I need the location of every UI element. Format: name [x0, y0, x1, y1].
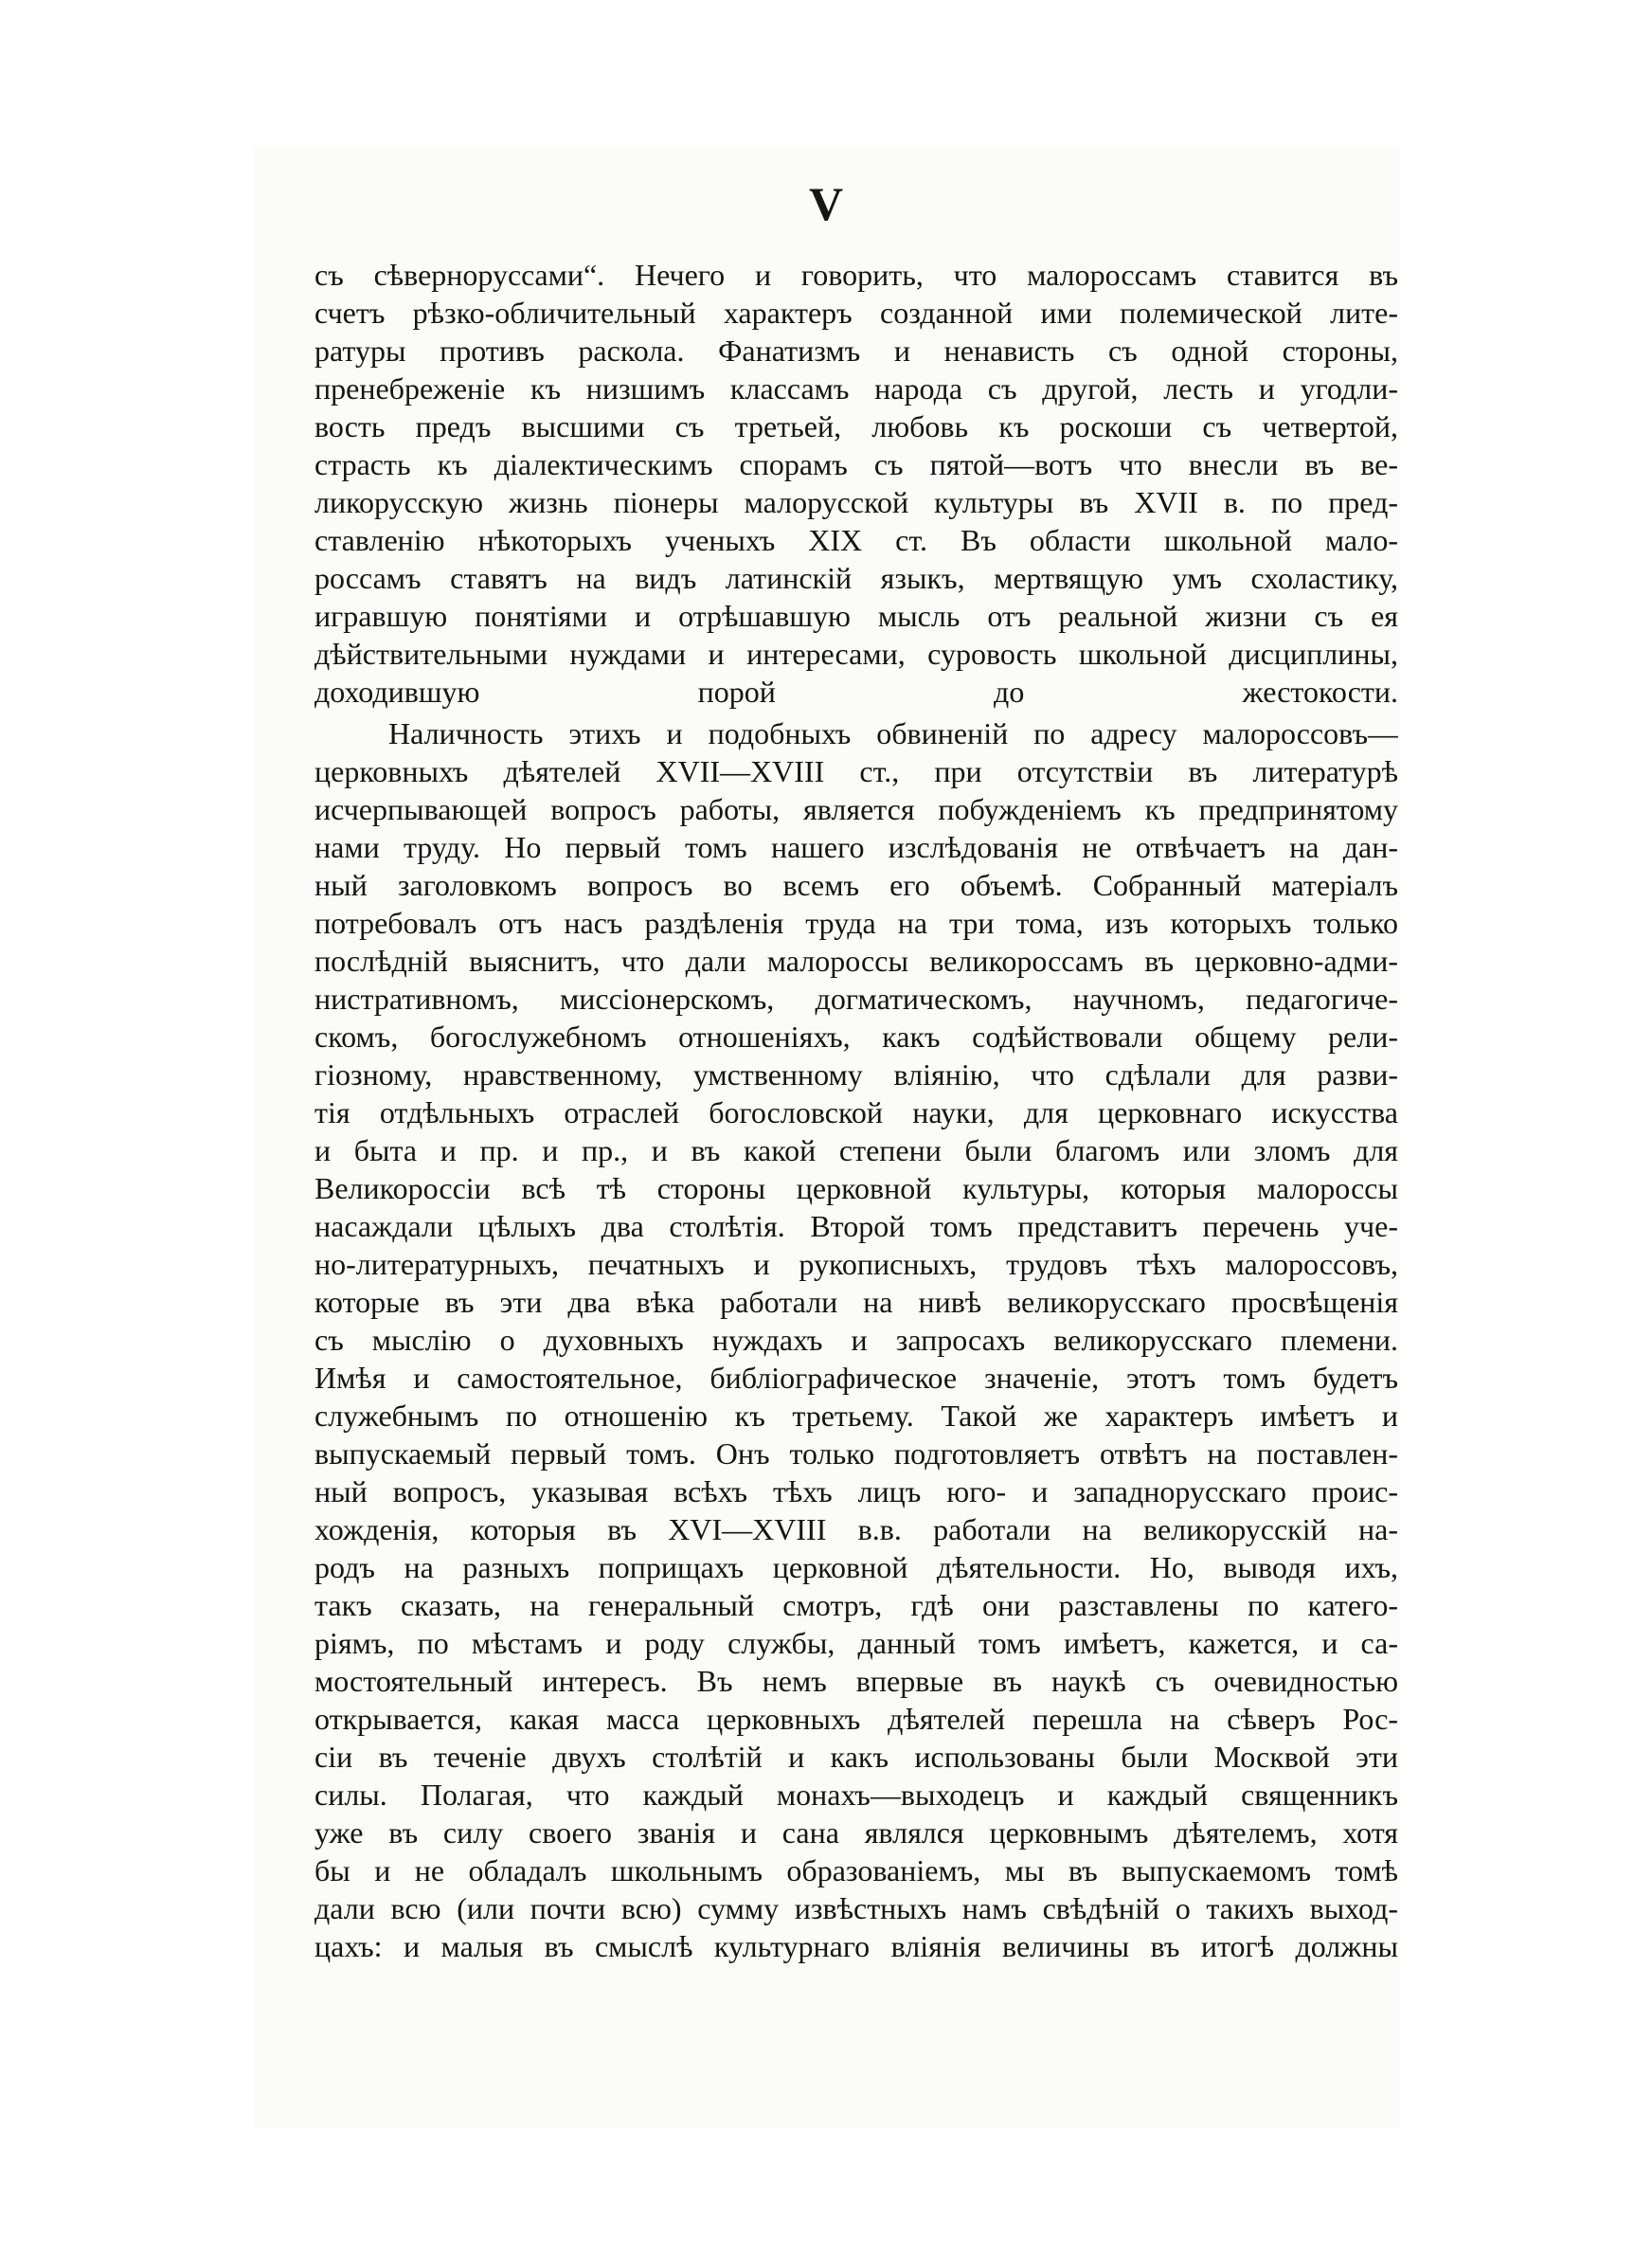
text-line: уже въ силу своего званія и сана являлся церковнымъ дѣятелемъ, хотя	[314, 1815, 1398, 1850]
text-line: съ мыслію о духовныхъ нуждахъ и запросахъ великорусскаго племени.	[314, 1323, 1398, 1357]
text-line: церковныхъ дѣятелей XVII—XVIII ст., при отсутствіи въ литературѣ	[314, 754, 1398, 788]
paragraph	[314, 714, 1398, 1965]
text-line: мостоятельный интересъ. Въ немъ впервые въ наукѣ съ очевидностью	[314, 1664, 1398, 1698]
text-line: выпускаемый первый томъ. Онъ только подготовляетъ отвѣтъ на поставлен-	[314, 1436, 1398, 1471]
text-line: хожденія, которыя въ XVI—XVIII в.в. работали на великорусскій на-	[314, 1512, 1398, 1546]
text-line: которые въ эти два вѣка работали на нивѣ великорусскаго просвѣщенія	[314, 1285, 1398, 1319]
text-line: послѣдній выяснитъ, что дали малороссы великороссамъ въ церковно-адми-	[314, 944, 1398, 978]
text-line: нистративномъ, миссіонерскомъ, догматическомъ, научномъ, педагогиче-	[314, 982, 1398, 1016]
text-line: ставленію нѣкоторыхъ ученыхъ XIX ст. Въ области школьной мало-	[314, 523, 1398, 557]
text-line: игравшую понятіями и отрѣшавшую мысль отъ реальной жизни съ ея	[314, 599, 1398, 633]
text-line: Наличность этихъ и подобныхъ обвиненій по адресу малороссовъ—	[388, 716, 1398, 750]
text-line: исчерпывающей вопросъ работы, является побужденіемъ къ предпринятому	[314, 792, 1398, 826]
text-line: россамъ ставятъ на видъ латинскій языкъ, мертвящую умъ схоластику,	[314, 561, 1398, 595]
text-line: дѣйствительными нуждами и интересами, суровость школьной дисциплины,	[314, 637, 1398, 671]
text-line: потребовалъ отъ насъ раздѣленія труда на три тома, изъ которыхъ только	[314, 906, 1398, 940]
text-line: цахъ: и малыя въ смыслѣ культурнаго вліянія величины въ итогѣ должны	[314, 1929, 1398, 1963]
text-line: счетъ рѣзко-обличительный характеръ созданной ими полемической лите-	[314, 296, 1398, 330]
text-line: ликорусскую жизнь піонеры малорусской культуры въ XVII в. по пред-	[314, 485, 1398, 519]
text-line: пренебреженіе къ низшимъ классамъ народа съ другой, лесть и угодли-	[314, 371, 1398, 406]
text-line: и быта и пр. и пр., и въ какой степени были благомъ или зломъ для	[314, 1133, 1398, 1167]
text-line: ный заголовкомъ вопросъ во всемъ его объемѣ. Собранный матеріалъ	[314, 868, 1398, 902]
text-line: гіозному, нравственному, умственному вліянію, что сдѣлали для разви-	[314, 1057, 1398, 1092]
text-line: нами труду. Но первый томъ нашего изслѣдованія не отвѣчаетъ на дан-	[314, 830, 1398, 864]
text-line: ратуры противъ раскола. Фанатизмъ и ненависть съ одной стороны,	[314, 334, 1398, 368]
text-line: сіи въ теченіе двухъ столѣтій и какъ использованы были Москвой эти	[314, 1740, 1398, 1774]
text-line: Великороссіи всѣ тѣ стороны церковной культуры, которыя малороссы	[314, 1171, 1398, 1205]
text-line: родъ на разныхъ поприщахъ церковной дѣятельности. Но, выводя ихъ,	[314, 1550, 1398, 1584]
text-line: доходившую порой до жестокости.	[314, 675, 1398, 709]
text-line: ріямъ, по мѣстамъ и роду службы, данный томъ имѣетъ, кажется, и са-	[314, 1626, 1398, 1660]
paragraph	[314, 256, 1398, 711]
text-line: бы и не обладалъ школьнымъ образованіемъ, мы въ выпускаемомъ томѣ	[314, 1853, 1398, 1887]
text-line: силы. Полагая, что каждый монахъ—выходецъ и каждый священникъ	[314, 1778, 1398, 1812]
text-line: служебнымъ по отношенію къ третьему. Такой же характеръ имѣетъ и	[314, 1399, 1398, 1433]
body-text	[314, 256, 1398, 1965]
text-line: скомъ, богослужебномъ отношеніяхъ, какъ содѣйствовали общему рели-	[314, 1020, 1398, 1054]
text-line: такъ сказать, на генеральный смотръ, гдѣ они разставлены по катего-	[314, 1588, 1398, 1622]
text-line: ный вопросъ, указывая всѣхъ тѣхъ лицъ юго- и западнорусскаго проис-	[314, 1474, 1398, 1508]
text-line: но-литературныхъ, печатныхъ и рукописныхъ, трудовъ тѣхъ малороссовъ,	[314, 1247, 1398, 1281]
text-line: тія отдѣльныхъ отраслей богословской науки, для церковнаго искусства	[314, 1095, 1398, 1129]
page-number: V	[808, 177, 844, 230]
text-line: насаждали цѣлыхъ два столѣтія. Второй томъ представитъ перечень уче-	[314, 1209, 1398, 1243]
text-line: дали всю (или почти всю) сумму извѣстныхъ намъ свѣдѣній о такихъ выход-	[314, 1891, 1398, 1925]
text-line: вость предъ высшими съ третьей, любовь къ роскоши съ четвертой,	[314, 409, 1398, 443]
text-line: съ сѣвернорусcами“. Нечего и говорить, что малороссамъ ставится въ	[314, 258, 1398, 292]
text-line: Имѣя и самостоятельное, библіографическое значеніе, этотъ томъ будетъ	[314, 1361, 1398, 1395]
text-line: страсть къ діалектическимъ спорамъ съ пятой—вотъ что внесли въ ве-	[314, 447, 1398, 481]
text-line: открывается, какая масса церковныхъ дѣятелей перешла на сѣверъ Рос-	[314, 1702, 1398, 1736]
